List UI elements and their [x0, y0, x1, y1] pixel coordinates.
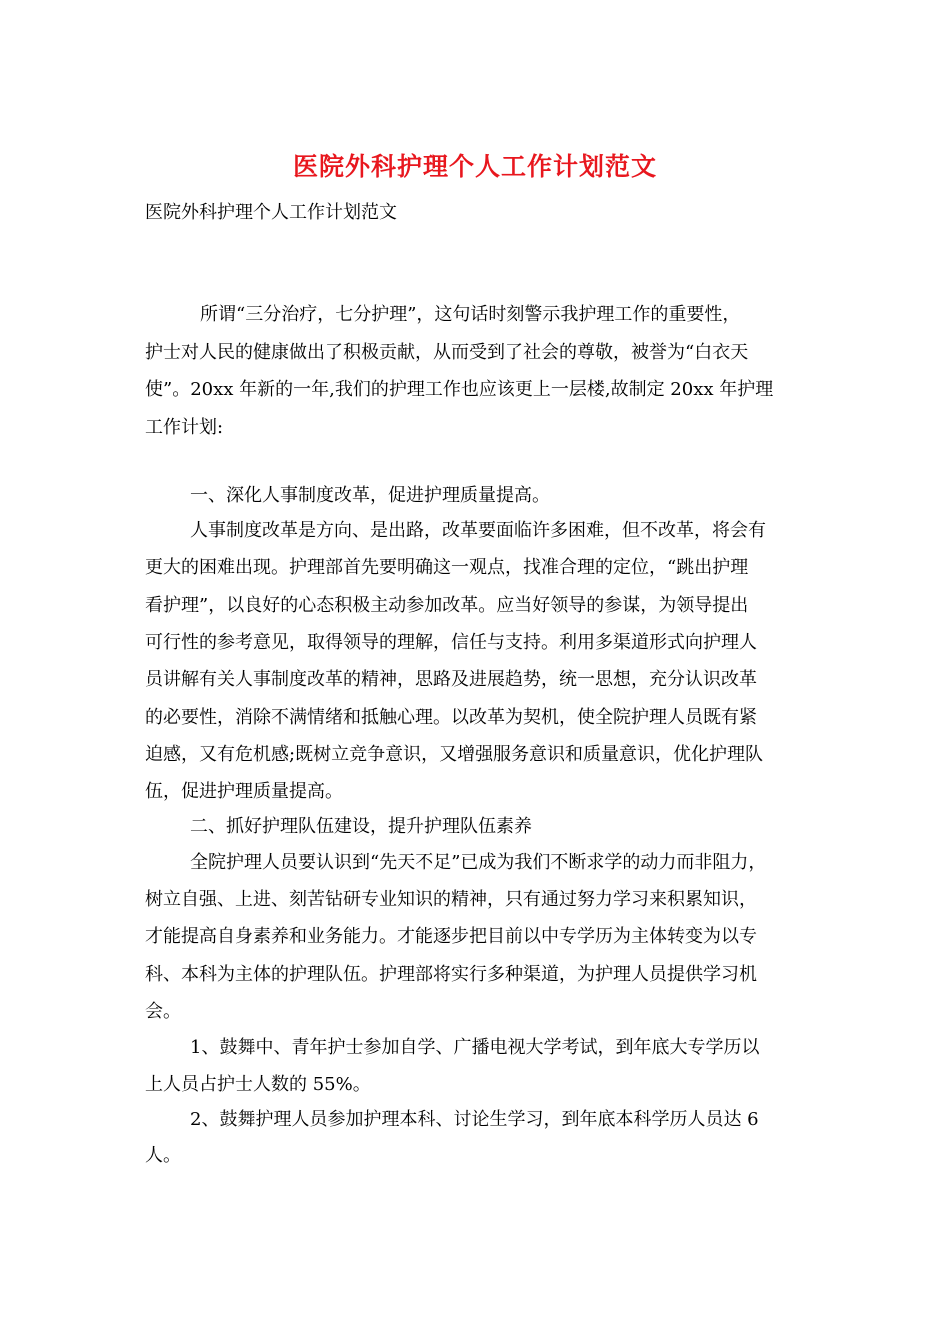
paragraph-line: 可行性的参考意见，取得领导的理解，信任与支持。利用多渠道形式向护理人 — [145, 632, 757, 653]
paragraph-line: 才能提高自身素养和业务能力。才能逐步把目前以中专学历为主体转变为以专 — [145, 926, 757, 947]
paragraph-line: 人。 — [145, 1145, 181, 1166]
list-item-1: 1、鼓舞中、青年护士参加自学、广播电视大学考试，到年底大专学历以 — [190, 1037, 760, 1058]
paragraph-line: 护士对人民的健康做出了积极贡献，从而受到了社会的尊敬，被誉为“白衣天 — [145, 342, 749, 363]
paragraph-line: 上人员占护士人数的 55%。 — [145, 1074, 371, 1095]
paragraph-line: 会。 — [145, 1001, 181, 1022]
section-heading-2: 二、抓好护理队伍建设，提升护理队伍素养 — [190, 816, 532, 837]
paragraph-line: 看护理”，以良好的心态积极主动参加改革。应当好领导的参谋，为领导提出 — [145, 595, 749, 616]
paragraph-line: 所谓“三分治疗，七分护理”，这句话时刻警示我护理工作的重要性， — [200, 304, 741, 325]
paragraph-line: 迫感，又有危机感;既树立竞争意识，又增强服务意识和质量意识，优化护理队 — [145, 744, 764, 765]
paragraph-line: 的必要性，消除不满情绪和抵触心理。以改革为契机，使全院护理人员既有紧 — [145, 707, 757, 728]
paragraph-line: 更大的困难出现。护理部首先要明确这一观点，找准合理的定位，“跳出护理 — [145, 557, 749, 578]
paragraph-line: 树立自强、上进、刻苦钻研专业知识的精神，只有通过努力学习来积累知识， — [145, 889, 757, 910]
paragraph-line: 员讲解有关人事制度改革的精神，思路及进展趋势，统一思想，充分认识改革 — [145, 669, 757, 690]
paragraph-line: 使”。20xx 年新的一年,我们的护理工作也应该更上一层楼,故制定 20xx 年护理 — [145, 379, 774, 400]
section-heading-1: 一、深化人事制度改革，促进护理质量提高。 — [190, 485, 550, 506]
paragraph-line: 全院护理人员要认识到“先天不足”已成为我们不断求学的动力而非阻力， — [190, 852, 767, 873]
paragraph-line: 科、本科为主体的护理队伍。护理部将实行多种渠道，为护理人员提供学习机 — [145, 964, 757, 985]
paragraph-line: 伍，促进护理质量提高。 — [145, 781, 343, 802]
paragraph-line: 工作计划: — [145, 417, 224, 438]
document-subtitle: 医院外科护理个人工作计划范文 — [145, 202, 397, 223]
list-item-2: 2、鼓舞护理人员参加护理本科、讨论生学习，到年底本科学历人员达 6 — [190, 1109, 759, 1130]
paragraph-line: 人事制度改革是方向、是出路，改革要面临许多困难，但不改革，将会有 — [190, 520, 766, 541]
document-title: 医院外科护理个人工作计划范文 — [292, 152, 657, 181]
